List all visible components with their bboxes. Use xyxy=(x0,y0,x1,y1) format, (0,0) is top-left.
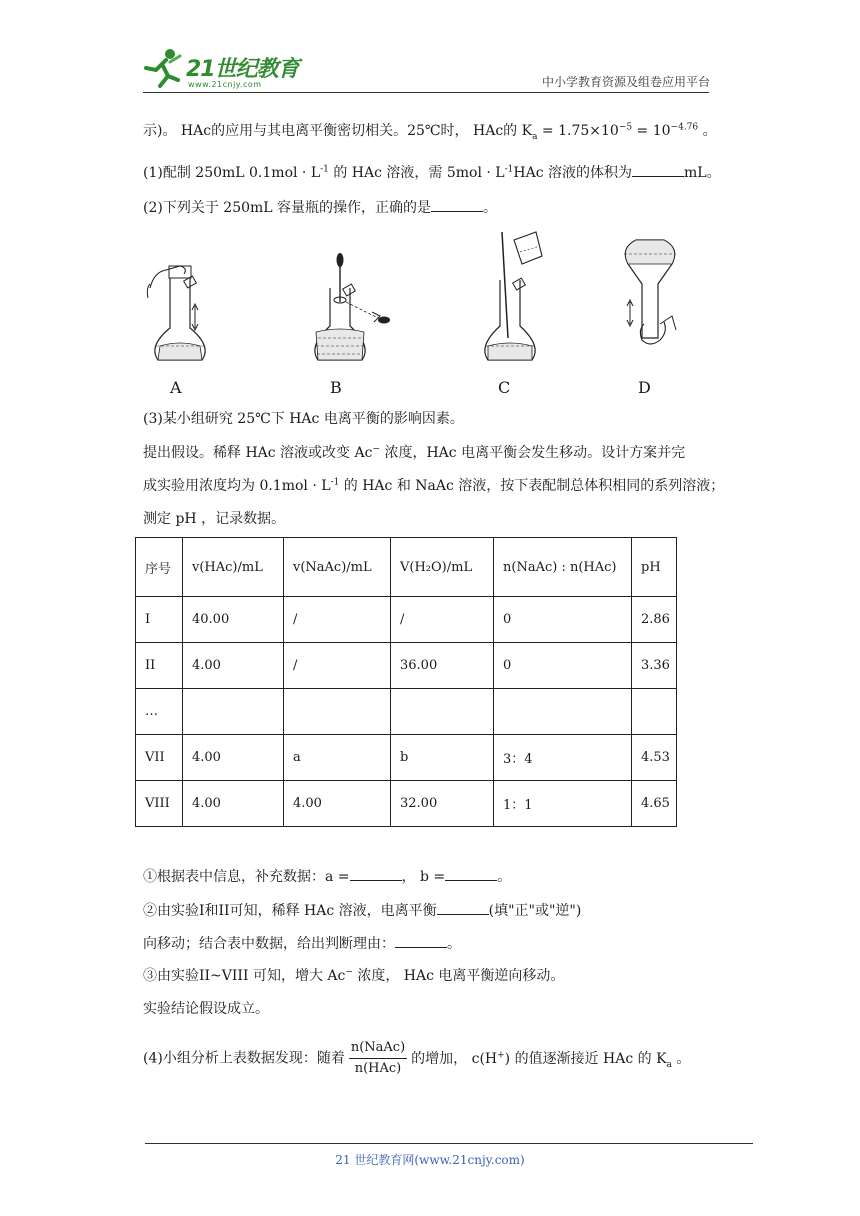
table-header-row xyxy=(136,538,677,597)
flask-d-illustration xyxy=(624,240,676,344)
table-cell xyxy=(494,689,632,735)
table-header-cell: 序号 xyxy=(136,538,183,597)
header-platform-title: 中小学教育资源及组卷应用平台 xyxy=(541,75,710,89)
table-cell: 4.00 xyxy=(284,781,391,827)
table-cell: 36.00 xyxy=(391,643,494,689)
table-cell: 0 xyxy=(494,597,632,643)
table-cell: 4.65 xyxy=(632,781,677,827)
table-cell: 0 xyxy=(494,643,632,689)
table-cell: 2.86 xyxy=(632,597,677,643)
table-cell xyxy=(183,689,284,735)
experiment-data-table xyxy=(135,537,677,827)
table-header-cell: pH xyxy=(632,538,677,597)
table-cell: 4.53 xyxy=(632,735,677,781)
answer-blank-2[interactable] xyxy=(431,197,483,212)
intro-line: 示)。 HAc的应用与其电离平衡密切相关。25℃时， HAc的 $K_a = 1.75\times 10^{-5} = 10^{-4.76}$ 。 xyxy=(143,122,717,142)
footer-link[interactable]: 21 世纪教育网(www.21cnjy.com) xyxy=(335,1153,525,1167)
table-row xyxy=(136,597,677,643)
logo-url: www.21cnjy.com xyxy=(188,80,262,89)
answer-blank-a[interactable] xyxy=(350,866,402,881)
table-cell: 4.00 xyxy=(183,781,284,827)
table-header-cell: v(NaAc)/mL xyxy=(284,538,391,597)
table-header-cell: V(H₂O)/mL xyxy=(391,538,494,597)
table-cell: 4.00 xyxy=(183,643,284,689)
table-header-cell: v(HAc)/mL xyxy=(183,538,284,597)
table-cell: 4.00 xyxy=(183,735,284,781)
table-cell: a xyxy=(284,735,391,781)
question-3-line-3: 成实验用浓度均为 $0.1mol \cdot L^{-1}$ 的 HAc 和 NaAc 溶液，按下表配制总体积相同的系列溶液； xyxy=(143,477,725,494)
ratio-fraction: $\frac{\text{n(NaAc)}}{\text{n(HAc)}}$ xyxy=(350,1040,406,1076)
question-3-line-4: 测定 pH ，记录数据。 xyxy=(143,511,286,527)
table-cell: 32.00 xyxy=(391,781,494,827)
table-cell: … xyxy=(136,689,183,735)
table-cell: II xyxy=(136,643,183,689)
table-row xyxy=(136,689,677,735)
table-cell: 1：1 xyxy=(494,781,632,827)
flask-b-illustration xyxy=(315,253,390,360)
figure-label-d: D xyxy=(638,378,651,397)
question-4: (4)小组分析上表数据发现：随着 $\frac{\text{n(NaAc)}}{\text{n(HAc)}}$ 的增加， c(H+) 的值逐渐接近 HAc 的 $K_a$ 。 xyxy=(143,1038,690,1079)
question-3-line-1: (3)某小组研究 25℃下 HAc 电离平衡的影响因素。 xyxy=(143,411,464,427)
header-divider xyxy=(143,92,709,93)
table-cell: / xyxy=(284,643,391,689)
flask-a-illustration xyxy=(147,266,205,360)
sub-question-1: ①根据表中信息，补充数据：a = ， b = 。 xyxy=(143,866,511,887)
table-cell xyxy=(284,689,391,735)
flask-c-illustration xyxy=(485,232,542,360)
conclusion-line: 实验结论假设成立。 xyxy=(143,1001,269,1017)
table-cell: 3.36 xyxy=(632,643,677,689)
logo-text: 21世纪教育 xyxy=(186,57,299,82)
footer-divider xyxy=(145,1143,753,1144)
flask-operations-figure xyxy=(140,228,700,378)
table-cell xyxy=(632,689,677,735)
answer-blank-b[interactable] xyxy=(445,866,497,881)
question-3-line-2: 提出假设。稀释 HAc 溶液或改变 Ac− 浓度，HAc 电离平衡会发生移动。设计方案并完 xyxy=(143,444,686,461)
table-cell: / xyxy=(284,597,391,643)
table-cell: I xyxy=(136,597,183,643)
figure-label-a: A xyxy=(170,378,182,397)
table-cell: 3：4 xyxy=(494,735,632,781)
table-cell: VIII xyxy=(136,781,183,827)
figure-label-c: C xyxy=(498,378,511,397)
table-cell: 40.00 xyxy=(183,597,284,643)
sub-question-2-line-2: 向移动；结合表中数据，给出判断理由： 。 xyxy=(143,933,461,954)
runner-icon xyxy=(140,46,186,92)
question-1: (1)配制 250mL $0.1mol \cdot L^{-1}$ 的 HAc 溶液，需 $5mol \cdot L^{-1}HAc$ 溶液的体积为 mL。 xyxy=(143,162,721,183)
sub-question-2-line-1: ②由实验I和II可知，稀释 HAc 溶液，电离平衡 (填"正"或"逆") xyxy=(143,900,581,921)
figure-label-b: B xyxy=(330,378,342,397)
table-cell xyxy=(391,689,494,735)
table-cell: VII xyxy=(136,735,183,781)
sub-question-3: ③由实验II~VIII 可知，增大 Ac− 浓度， HAc 电离平衡逆向移动。 xyxy=(143,967,565,984)
table-cell: / xyxy=(391,597,494,643)
question-2: (2)下列关于 250mL 容量瓶的操作，正确的是 。 xyxy=(143,197,497,218)
table-row xyxy=(136,735,677,781)
table-cell: b xyxy=(391,735,494,781)
answer-blank-reason[interactable] xyxy=(395,933,447,948)
answer-blank-1[interactable] xyxy=(632,162,684,177)
site-logo xyxy=(140,44,330,94)
table-row xyxy=(136,781,677,827)
table-header-cell: n(NaAc) : n(HAc) xyxy=(494,538,632,597)
table-row xyxy=(136,643,677,689)
answer-blank-direction[interactable] xyxy=(437,900,489,915)
